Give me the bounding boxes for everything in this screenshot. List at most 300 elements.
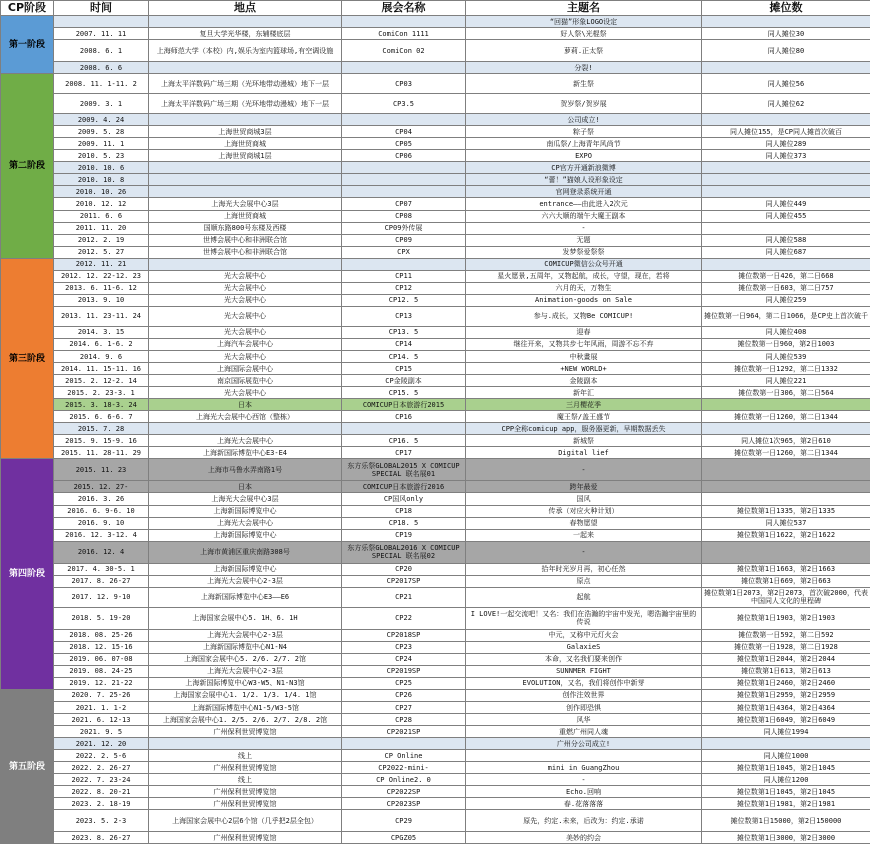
- col-header-time: 时间: [54, 1, 149, 16]
- table-row: [1, 541, 870, 563]
- booth-cell: 摊位数第1日1663，第2日1663: [702, 563, 870, 575]
- theme-cell: +NEW WORLD+: [466, 363, 702, 375]
- venue-cell: [149, 114, 342, 126]
- venue-cell: 世博会展中心和非洲联合馆: [149, 246, 342, 258]
- venue-cell: 光大会展中心: [149, 270, 342, 282]
- table-row: [1, 738, 870, 750]
- booth-cell: 同人摊位1200: [702, 774, 870, 786]
- table-row: [1, 575, 870, 587]
- event-cell: CP12. 5: [342, 294, 466, 306]
- booth-cell: 同人摊位56: [702, 74, 870, 94]
- booth-cell: 摊位数第1日15000，第2日150000: [702, 810, 870, 832]
- theme-cell: 粽子祭: [466, 126, 702, 138]
- event-cell: [342, 423, 466, 435]
- table-row: [1, 222, 870, 234]
- table-row: [1, 563, 870, 575]
- venue-cell: 上海太平洋数码广场三期（光环地带动漫城）地下一层: [149, 94, 342, 114]
- booth-cell: 摊位数第1日1622，第2日1622: [702, 529, 870, 541]
- booth-cell: 摊位数第一日306，第二日564: [702, 387, 870, 399]
- time-cell: 2022. 2. 5-6: [54, 750, 149, 762]
- table-row: [1, 665, 870, 677]
- event-cell: [342, 62, 466, 74]
- event-cell: CP06: [342, 150, 466, 162]
- event-cell: [342, 16, 466, 28]
- event-cell: CP19: [342, 529, 466, 541]
- theme-cell: 三月樱花季: [466, 399, 702, 411]
- event-cell: CP04: [342, 126, 466, 138]
- time-cell: 2023. 2. 18-19: [54, 798, 149, 810]
- theme-cell: 原点: [466, 575, 702, 587]
- venue-cell: 上海世贸商城3层: [149, 126, 342, 138]
- theme-cell: 南瓜祭/上海青年风尚节: [466, 138, 702, 150]
- theme-cell: Echo.回响: [466, 786, 702, 798]
- time-cell: 2008. 6. 6: [54, 62, 149, 74]
- venue-cell: [149, 62, 342, 74]
- theme-cell: EXPO: [466, 150, 702, 162]
- venue-cell: 复旦大学光华楼，东辅楼底层: [149, 28, 342, 40]
- venue-cell: 国顺东路800号东楼及西楼: [149, 222, 342, 234]
- venue-cell: 日本: [149, 481, 342, 493]
- booth-cell: [702, 258, 870, 270]
- booth-cell: 摊位数第一日964，第二日1066，是CP史上首次破千: [702, 306, 870, 326]
- venue-cell: [149, 738, 342, 750]
- time-cell: 2009. 4. 24: [54, 114, 149, 126]
- theme-cell: -: [466, 541, 702, 563]
- stage-cell: 第三阶段: [1, 258, 54, 459]
- time-cell: 2010. 5. 23: [54, 150, 149, 162]
- table-row: [1, 375, 870, 387]
- booth-cell: 摊位数第1日1903，第2日1903: [702, 607, 870, 629]
- event-cell: CP15. 5: [342, 387, 466, 399]
- theme-cell: 起航: [466, 587, 702, 607]
- booth-cell: 同人摊位408: [702, 326, 870, 338]
- table-row: [1, 162, 870, 174]
- theme-cell: 风华: [466, 714, 702, 726]
- theme-cell: 六月的天，万物生: [466, 282, 702, 294]
- event-cell: CP Online: [342, 750, 466, 762]
- time-cell: 2010. 10. 26: [54, 186, 149, 198]
- table-row: [1, 726, 870, 738]
- event-cell: CP3.5: [342, 94, 466, 114]
- theme-cell: -: [466, 774, 702, 786]
- time-cell: 2021. 12. 20: [54, 738, 149, 750]
- time-cell: 2023. 8. 26-27: [54, 832, 149, 844]
- time-cell: 2022. 7. 23-24: [54, 774, 149, 786]
- booth-cell: 同人摊位373: [702, 150, 870, 162]
- event-cell: CP23: [342, 641, 466, 653]
- booth-cell: 同人摊位289: [702, 138, 870, 150]
- booth-cell: 同人摊位30: [702, 28, 870, 40]
- event-cell: 东方乐祭GLOBAL2015 X COMICUP SPECIAL 联名展01: [342, 459, 466, 481]
- table-row: [1, 234, 870, 246]
- venue-cell: 广州保利世贸博览馆: [149, 726, 342, 738]
- table-row: [1, 174, 870, 186]
- time-cell: 2008. 11. 1-11. 2: [54, 74, 149, 94]
- theme-cell: 魔王祭/盖王盛节: [466, 411, 702, 423]
- event-cell: CP2017SP: [342, 575, 466, 587]
- table-row: [1, 138, 870, 150]
- theme-cell: 美妙的约会: [466, 832, 702, 844]
- table-body: [1, 16, 870, 844]
- event-cell: ComiCon 02: [342, 40, 466, 62]
- table-row: [1, 423, 870, 435]
- table-row: [1, 40, 870, 62]
- stage-cell: 第一阶段: [1, 16, 54, 74]
- booth-cell: [702, 459, 870, 481]
- venue-cell: 上海国家会展中心5. 1H、6. 1H: [149, 607, 342, 629]
- time-cell: 2012. 12. 22-12. 23: [54, 270, 149, 282]
- venue-cell: 上海国家会展中心1. 1/2. 1/3. 1/4. 1馆: [149, 689, 342, 701]
- table-row: [1, 714, 870, 726]
- table-row: [1, 641, 870, 653]
- theme-cell: Digital lief: [466, 447, 702, 459]
- theme-cell: 公司成立!: [466, 114, 702, 126]
- time-cell: 2009. 3. 1: [54, 94, 149, 114]
- theme-cell: 萝莉.正太祭: [466, 40, 702, 62]
- venue-cell: [149, 258, 342, 270]
- table-row: [1, 762, 870, 774]
- theme-cell: I LOVE!一起交流吧！又名：我们在浩瀚的宇宙中发光，嗯浩瀚宇宙里的传说: [466, 607, 702, 629]
- booth-cell: [702, 738, 870, 750]
- theme-cell: 拾年时光岁月再，初心任然: [466, 563, 702, 575]
- time-cell: 2013. 11. 23-11. 24: [54, 306, 149, 326]
- venue-cell: 广州保利世贸博览馆: [149, 798, 342, 810]
- theme-cell: mini in GuangZhou: [466, 762, 702, 774]
- event-cell: COMICUP日本旅游行2016: [342, 481, 466, 493]
- booth-cell: 摊位数第1日1045，第2日1045: [702, 786, 870, 798]
- venue-cell: 上海新国际博览中心W3-W5、N1-N3馆: [149, 677, 342, 689]
- theme-cell: 原先，约定.未来，后改为：约定.承诺: [466, 810, 702, 832]
- time-cell: 2013. 9. 10: [54, 294, 149, 306]
- time-cell: 2015. 2. 23-3. 1: [54, 387, 149, 399]
- booth-cell: 同人摊位221: [702, 375, 870, 387]
- table-row: [1, 689, 870, 701]
- booth-cell: 同人摊位155，是CP同人摊首次破百: [702, 126, 870, 138]
- table-row: [1, 338, 870, 350]
- time-cell: 2016. 12. 4: [54, 541, 149, 563]
- time-cell: 2011. 11. 20: [54, 222, 149, 234]
- table-row: [1, 294, 870, 306]
- theme-cell: 广州分公司成立!: [466, 738, 702, 750]
- booth-cell: 摊位数第1日669，第2日663: [702, 575, 870, 587]
- booth-cell: 摊位数第一日603，第二日757: [702, 282, 870, 294]
- time-cell: 2021. 6. 12-13: [54, 714, 149, 726]
- table-row: [1, 350, 870, 362]
- booth-cell: 同人摊位80: [702, 40, 870, 62]
- time-cell: 2021. 9. 5: [54, 726, 149, 738]
- table-row: [1, 94, 870, 114]
- table-row: [1, 198, 870, 210]
- event-cell: CP22: [342, 607, 466, 629]
- table-row: [1, 387, 870, 399]
- venue-cell: 上海太平洋数码广场三期（光环地带动漫城）地下一层: [149, 74, 342, 94]
- booth-cell: [702, 493, 870, 505]
- booth-cell: 摊位数第1日613，第2日613: [702, 665, 870, 677]
- venue-cell: 上海新国际博览中心N1-5/W3-5馆: [149, 702, 342, 714]
- event-cell: CP15: [342, 363, 466, 375]
- event-cell: CP05: [342, 138, 466, 150]
- venue-cell: 上海新国际博览中心: [149, 529, 342, 541]
- stage-cell: 第二阶段: [1, 74, 54, 259]
- venue-cell: 光大会展中心: [149, 387, 342, 399]
- venue-cell: 上海国家会展中心1. 2/5. 2/6. 2/7. 2/8. 2馆: [149, 714, 342, 726]
- booth-cell: [702, 423, 870, 435]
- booth-cell: 摊位数第1日1981，第2日1981: [702, 798, 870, 810]
- table-row: [1, 786, 870, 798]
- theme-cell: -: [466, 459, 702, 481]
- event-cell: 东方乐祭GLOBAL2016 X COMICUP SPECIAL 联名展02: [342, 541, 466, 563]
- booth-cell: [702, 162, 870, 174]
- table-row: [1, 150, 870, 162]
- table-row: [1, 326, 870, 338]
- event-cell: CP国风only: [342, 493, 466, 505]
- booth-cell: 摊位数第1日4364，第2日4364: [702, 702, 870, 714]
- time-cell: 2016. 12. 3-12. 4: [54, 529, 149, 541]
- venue-cell: 上海光大会展中心西馆（整栋）: [149, 411, 342, 423]
- venue-cell: 上海新国际博览中心E3-E4: [149, 447, 342, 459]
- venue-cell: 上海光大会展中心2-3层: [149, 575, 342, 587]
- venue-cell: [149, 423, 342, 435]
- time-cell: 2014. 9. 6: [54, 350, 149, 362]
- event-cell: CP金陵副本: [342, 375, 466, 387]
- table-row: [1, 282, 870, 294]
- table-row: [1, 774, 870, 786]
- event-cell: CP12: [342, 282, 466, 294]
- venue-cell: 光大会展中心: [149, 294, 342, 306]
- time-cell: 2022. 2. 26-27: [54, 762, 149, 774]
- booth-cell: [702, 114, 870, 126]
- time-cell: 2010. 10. 6: [54, 162, 149, 174]
- table-row: [1, 529, 870, 541]
- booth-cell: [702, 16, 870, 28]
- time-cell: 2015. 3. 18-3. 24: [54, 399, 149, 411]
- table-row: [1, 270, 870, 282]
- time-cell: 2019. 08. 24-25: [54, 665, 149, 677]
- table-row: [1, 517, 870, 529]
- time-cell: 2018. 12. 15-16: [54, 641, 149, 653]
- theme-cell: COMICUP微信公众号开通: [466, 258, 702, 270]
- theme-cell: “蕾！”猫娘人设形象设定: [466, 174, 702, 186]
- theme-cell: entrance——由此进入2次元: [466, 198, 702, 210]
- venue-cell: 广州保利世贸博览馆: [149, 762, 342, 774]
- booth-cell: 同人摊位687: [702, 246, 870, 258]
- event-cell: CP16: [342, 411, 466, 423]
- booth-cell: 同人摊位539: [702, 350, 870, 362]
- theme-cell: [466, 750, 702, 762]
- event-cell: CP26: [342, 689, 466, 701]
- booth-cell: 摊位数第1日2044，第2日2044: [702, 653, 870, 665]
- venue-cell: 上海世贸商城: [149, 138, 342, 150]
- theme-cell: 好人祭\光棍祭: [466, 28, 702, 40]
- theme-cell: 贺岁祭/贺岁展: [466, 94, 702, 114]
- event-cell: [342, 114, 466, 126]
- booth-cell: 摊位数第1日2073，第2日2073，首次破2000，代表中国同人文化的里程碑: [702, 587, 870, 607]
- theme-cell: 金陵副本: [466, 375, 702, 387]
- table-row: [1, 832, 870, 844]
- time-cell: 2015. 11. 28-11. 29: [54, 447, 149, 459]
- table-row: [1, 126, 870, 138]
- table-row: [1, 677, 870, 689]
- event-cell: CP09: [342, 234, 466, 246]
- table-row: [1, 505, 870, 517]
- booth-cell: 摊位数第一日960，第2日1003: [702, 338, 870, 350]
- event-cell: ComiCon 1111: [342, 28, 466, 40]
- booth-cell: 摊位数第一日426，第二日668: [702, 270, 870, 282]
- venue-cell: [149, 162, 342, 174]
- table-row: [1, 653, 870, 665]
- booth-cell: 同人摊位588: [702, 234, 870, 246]
- time-cell: 2023. 5. 2-3: [54, 810, 149, 832]
- table-row: [1, 411, 870, 423]
- booth-cell: [702, 399, 870, 411]
- table-row: [1, 16, 870, 28]
- venue-cell: 上海汽车会展中心: [149, 338, 342, 350]
- time-cell: 2021. 1. 1-2: [54, 702, 149, 714]
- stage-cell: 第五阶段: [1, 689, 54, 844]
- theme-cell: “回猫”形象LOGO设定: [466, 16, 702, 28]
- venue-cell: 光大会展中心: [149, 306, 342, 326]
- booth-cell: 摊位数第1日2959，第2日2959: [702, 689, 870, 701]
- table-row: [1, 399, 870, 411]
- event-cell: CP2023SP: [342, 798, 466, 810]
- event-cell: CP2022-mini-: [342, 762, 466, 774]
- venue-cell: 上海新国际博览中心N1-N4: [149, 641, 342, 653]
- table-row: [1, 459, 870, 481]
- event-cell: CP Online2. 0: [342, 774, 466, 786]
- theme-cell: 官网登录系统开通: [466, 186, 702, 198]
- event-cell: CP2018SP: [342, 629, 466, 641]
- venue-cell: 上海光大会展中心2-3层: [149, 665, 342, 677]
- venue-cell: 世博会展中心和非洲联合馆: [149, 234, 342, 246]
- event-cell: CP2022SP: [342, 786, 466, 798]
- event-cell: CP28: [342, 714, 466, 726]
- time-cell: 2012. 5. 27: [54, 246, 149, 258]
- col-header-event: 展会名称: [342, 1, 466, 16]
- theme-cell: Animation-goods on Sale: [466, 294, 702, 306]
- booth-cell: [702, 174, 870, 186]
- event-cell: CP08: [342, 210, 466, 222]
- theme-cell: 发梦祭爱祭祭: [466, 246, 702, 258]
- booth-cell: [702, 186, 870, 198]
- booth-cell: 同人摊位449: [702, 198, 870, 210]
- table-row: [1, 186, 870, 198]
- venue-cell: 上海师范大学（本校）内,娱乐为室内篮球场,有空调设施: [149, 40, 342, 62]
- theme-cell: SUNNMER FIGHT: [466, 665, 702, 677]
- time-cell: 2008. 6. 1: [54, 40, 149, 62]
- venue-cell: 光大会展中心: [149, 326, 342, 338]
- table-row: [1, 306, 870, 326]
- event-cell: CP2019SP: [342, 665, 466, 677]
- theme-cell: 分裂!: [466, 62, 702, 74]
- event-cell: [342, 162, 466, 174]
- theme-cell: 创作即恐惧: [466, 702, 702, 714]
- venue-cell: 上海世贸商城1层: [149, 150, 342, 162]
- venue-cell: [149, 186, 342, 198]
- theme-cell: 新生祭: [466, 74, 702, 94]
- table-row: [1, 435, 870, 447]
- table-row: [1, 750, 870, 762]
- venue-cell: [149, 174, 342, 186]
- booth-cell: 同人摊位1次965，第2日610: [702, 435, 870, 447]
- table-row: [1, 587, 870, 607]
- table-row: [1, 810, 870, 832]
- theme-cell: 参与.成长，又物Be COMICUP!: [466, 306, 702, 326]
- booth-cell: 摊位数第一日592，第二日592: [702, 629, 870, 641]
- table-row: [1, 246, 870, 258]
- venue-cell: 上海世贸商城: [149, 210, 342, 222]
- theme-cell: 中元，又称中元灯火会: [466, 629, 702, 641]
- table-row: [1, 447, 870, 459]
- venue-cell: 上海光大会展中心: [149, 435, 342, 447]
- theme-cell: 星火愿景,五周年，又物起航，成长，守望，现在，若将: [466, 270, 702, 282]
- time-cell: 2015. 6. 6-6. 7: [54, 411, 149, 423]
- header-row: [1, 1, 870, 16]
- booth-cell: 摊位数第1日3000，第2日3000: [702, 832, 870, 844]
- time-cell: 2017. 4. 30-5. 1: [54, 563, 149, 575]
- time-cell: 2013. 6. 11-6. 12: [54, 282, 149, 294]
- venue-cell: 上海国家会展中心5. 2/6. 2/7. 2馆: [149, 653, 342, 665]
- time-cell: 2014. 6. 1-6. 2: [54, 338, 149, 350]
- theme-cell: 春.花落落落: [466, 798, 702, 810]
- time-cell: 2012. 2. 19: [54, 234, 149, 246]
- table-row: [1, 493, 870, 505]
- event-cell: CP14: [342, 338, 466, 350]
- theme-cell: CP官方开通新浪微博: [466, 162, 702, 174]
- event-cell: CP24: [342, 653, 466, 665]
- time-cell: 2016. 3. 26: [54, 493, 149, 505]
- venue-cell: 光大会展中心: [149, 350, 342, 362]
- col-header-stage: CP阶段: [1, 1, 54, 16]
- time-cell: 2018. 5. 19-20: [54, 607, 149, 629]
- theme-cell: EVOLUTION，又名，我们将创作中新芽: [466, 677, 702, 689]
- theme-cell: 无题: [466, 234, 702, 246]
- time-cell: 2015. 12. 27-: [54, 481, 149, 493]
- time-cell: 2018. 08. 25-26: [54, 629, 149, 641]
- time-cell: 2009. 5. 28: [54, 126, 149, 138]
- event-cell: CP16. 5: [342, 435, 466, 447]
- event-cell: CP09外传展: [342, 222, 466, 234]
- theme-cell: 中秋畫展: [466, 350, 702, 362]
- event-cell: [342, 258, 466, 270]
- time-cell: 2016. 6. 9-6. 10: [54, 505, 149, 517]
- booth-cell: 同人摊位455: [702, 210, 870, 222]
- event-cell: CP11: [342, 270, 466, 282]
- theme-cell: 一起来: [466, 529, 702, 541]
- venue-cell: 上海新国际博览中心E3——E6: [149, 587, 342, 607]
- booth-cell: [702, 222, 870, 234]
- venue-cell: 线上: [149, 774, 342, 786]
- table-row: [1, 62, 870, 74]
- time-cell: 2020. 7. 25-26: [54, 689, 149, 701]
- table-row: [1, 258, 870, 270]
- booth-cell: 摊位数第1日2460，第2日2460: [702, 677, 870, 689]
- time-cell: 2011. 6. 6: [54, 210, 149, 222]
- time-cell: 2014. 11. 15-11. 16: [54, 363, 149, 375]
- time-cell: 2019. 06. 07-08: [54, 653, 149, 665]
- venue-cell: 南京国际展览中心: [149, 375, 342, 387]
- booth-cell: 摊位数第1日1335，第2日1335: [702, 505, 870, 517]
- theme-cell: 新年汇: [466, 387, 702, 399]
- col-header-theme: 主题名: [466, 1, 702, 16]
- col-header-venue: 地点: [149, 1, 342, 16]
- venue-cell: 上海市马鲁水弄南路1号: [149, 459, 342, 481]
- time-cell: 2015. 9. 15-9. 16: [54, 435, 149, 447]
- event-cell: [342, 174, 466, 186]
- theme-cell: 继往开来，又物共步七年风雨，周游不忘不弃: [466, 338, 702, 350]
- time-cell: 2017. 8. 26-27: [54, 575, 149, 587]
- time-cell: [54, 16, 149, 28]
- table-row: [1, 74, 870, 94]
